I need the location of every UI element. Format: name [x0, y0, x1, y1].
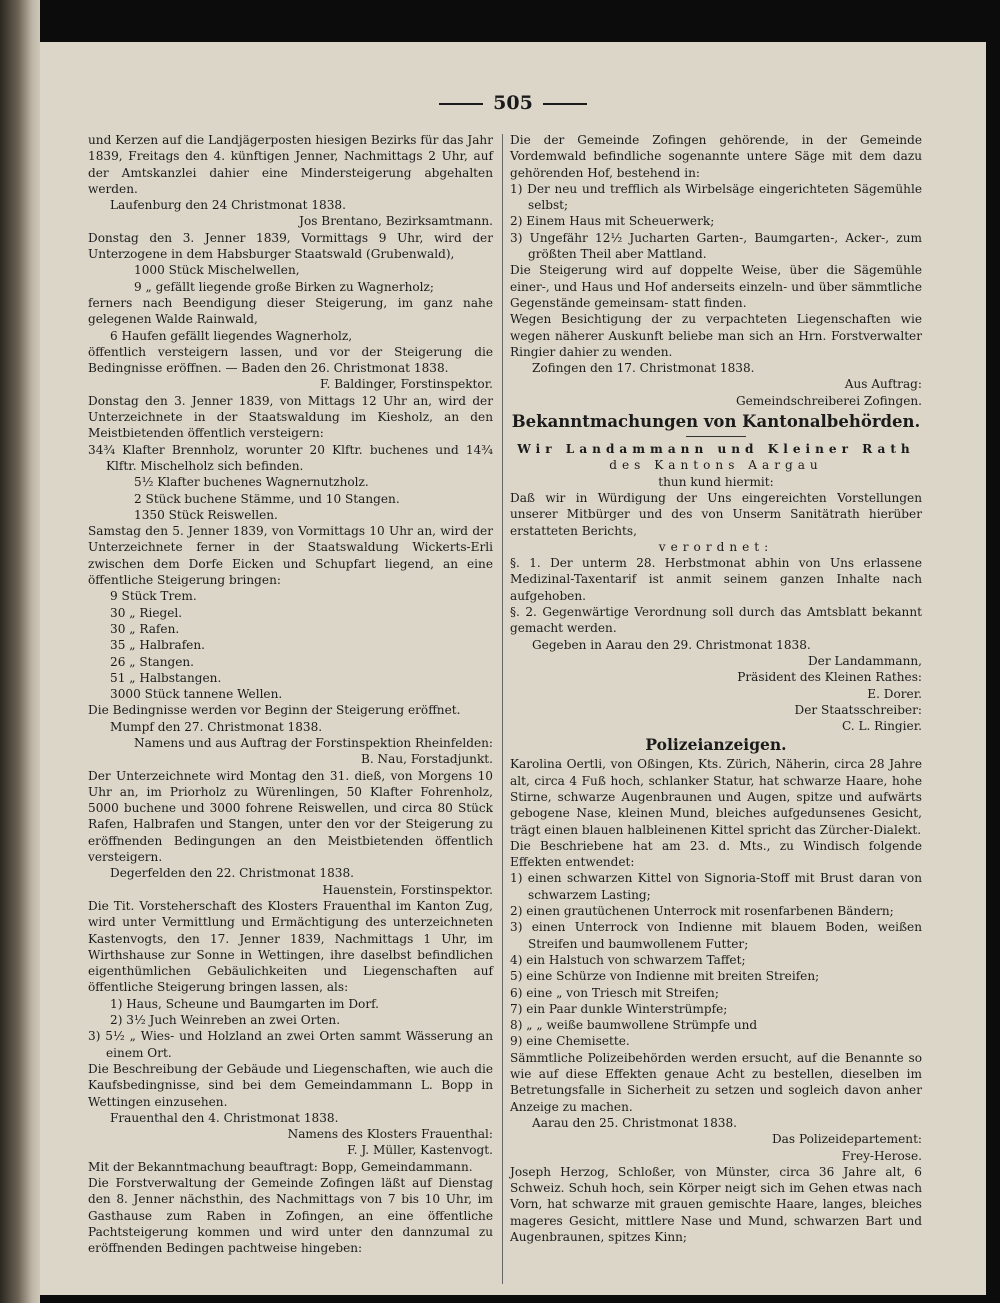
text-paragraph: Jos Brentano, Bezirksamtmann.: [299, 214, 493, 229]
text-paragraph: F. J. Müller, Kastenvogt.: [347, 1143, 493, 1158]
text-paragraph: thun kund hiermit:: [658, 474, 774, 489]
column-divider: [502, 134, 503, 1284]
text-paragraph: 9 „ gefällt liegende große Birken zu Wagnerholz;: [134, 279, 434, 294]
text-paragraph: 9 Stück Trem.: [110, 589, 197, 604]
section-heading: 4) ein Halstuch von schwarzem Taffet;: [510, 952, 746, 967]
text-paragraph: Hauenstein, Forstinspektor.: [322, 882, 493, 897]
text-paragraph: ferners nach Beendigung dieser Steigerung, im ganz nahe gelegenen Walde Rainwald,: [88, 295, 493, 327]
text-paragraph: 35 „ Halbrafen.: [110, 638, 205, 653]
section-heading: 7) ein Paar dunkle Winterstrümpfe;: [510, 1001, 728, 1016]
section-heading: 2) einen grautüchenen Unterrock mit rosenfarbenen Bändern;: [510, 904, 894, 919]
text-paragraph: Samstag den 5. Jenner 1839, von Vormittags 10 Uhr an, wird der Unterzeichnete ferner in der Staatswaldung Wickerts-Erli zwischen dem Dorfe Eicken und Schupfart liegend, an eine öffentliche Steigerung bringen:: [88, 524, 493, 588]
text-paragraph: Aus Auftrag:: [844, 377, 922, 392]
text-paragraph: Die Forstverwaltung der Gemeinde Zofingen läßt auf Dienstag den 8. Jenner nächsthin, des Nachmittags von 7 bis 10 Uhr, im Gasthause zum Raben in Zofingen, an eine öffentliche Pachtsteigerung kommen und wird unter den dannzumal zu eröffnenden Bedingen pachtweise hingeben:: [88, 1176, 493, 1256]
text-paragraph: Frauenthal den 4. Christmonat 1838.: [110, 1110, 339, 1125]
section-heading: 6) eine „ von Triesch mit Streifen;: [510, 985, 719, 1000]
text-paragraph: 1) Haus, Scheune und Baumgarten im Dorf.: [110, 996, 380, 1011]
text-paragraph: 26 „ Stangen.: [110, 654, 195, 669]
text-paragraph: Die Tit. Vorsteherschaft des Klosters Frauenthal im Kanton Zug, wird unter Vermittlung und Ermächtigung des unterzeichneten Kastenvogts, den 17. Jenner 1839, Nachmittags 1 Uhr, im Wirthshause zur Sonne in Wettingen, ihre daselbst befindlichen eigenthümlichen Gebäulichkeiten und Liegenschaften auf öffentliche Steigerung bringen lassen, als:: [88, 898, 493, 995]
section-heading: 8) „ „ weiße baumwollene Strümpfe und: [510, 1018, 758, 1033]
text-paragraph: Aarau den 25. Christmonat 1838.: [532, 1115, 738, 1130]
text-paragraph: Die Bedingnisse werden vor Beginn der Steigerung eröffnet.: [88, 703, 461, 718]
text-paragraph: 1350 Stück Reiswellen.: [134, 507, 278, 522]
text-paragraph: 3) 5½ „ Wies- und Holzland an zwei Orten sammt Wässerung an einem Ort.: [88, 1029, 493, 1060]
text-paragraph: Gemeindschreiberei Zofingen.: [735, 393, 922, 408]
section-heading: 3) Ungefähr 12½ Jucharten Garten-, Baumgarten-, Acker-, zum größten Theil aber Mattland.: [510, 230, 922, 262]
text-paragraph: des Kantons Aargau: [609, 458, 823, 473]
text-paragraph: und Kerzen auf die Landjägerposten hiesigen Bezirks für das Jahr 1839, Freitags den 4. künftigen Jenner, Nachmittags 2 Uhr, auf der Amtskanzlei dahier eine Mindersteigerung abgehalten werden.: [88, 133, 493, 196]
text-paragraph: Mumpf den 27. Christmonat 1838.: [110, 719, 323, 734]
text-paragraph: Degerfelden den 22. Christmonat 1838.: [110, 866, 355, 881]
page-number: 505: [493, 92, 533, 114]
section-separator: [686, 436, 746, 437]
header-rule-left: [439, 103, 483, 105]
text-paragraph: Wegen Besichtigung der zu verpachteten Liegenschaften wie wegen näherer Auskunft beliebe man sich an Hrn. Forstverwalter Ringier dahier zu wenden.: [510, 312, 922, 359]
section-heading: 1) Der neu und trefflich als Wirbelsäge eingerichteten Sägemühle selbst;: [510, 181, 922, 213]
section-heading: 1) einen schwarzen Kittel von Signoria-Stoff mit Brust daran von schwarzem Lasting;: [510, 871, 922, 902]
text-paragraph: 6 Haufen gefällt liegendes Wagnerholz,: [110, 328, 353, 343]
text-paragraph: Mit der Bekanntmachung beauftragt: Bopp, Gemeindammann.: [88, 1159, 473, 1174]
section-heading: 9) eine Chemisette.: [510, 1034, 630, 1049]
text-paragraph: Daß wir in Würdigung der Uns eingereichten Vorstellungen unserer Mitbürger und des von Unserm Sanitätrath hierüber erstatteten Berichts,: [510, 490, 922, 538]
header-rule-right: [543, 103, 587, 105]
text-paragraph: Laufenburg den 24 Christmonat 1838.: [110, 198, 346, 213]
page-number-header: [40, 92, 986, 114]
text-paragraph: E. Dorer.: [867, 686, 922, 701]
text-paragraph: Zofingen den 17. Christmonat 1838.: [532, 361, 755, 376]
text-paragraph: 5½ Klafter buchenes Wagnernutzholz.: [134, 475, 369, 490]
text-paragraph: 34¾ Klafter Brennholz, worunter 20 Klftr. buchenes und 14¾ Klftr. Mischelholz sich befinden.: [88, 442, 493, 473]
text-paragraph: Joseph Herzog, Schloßer, von Münster, circa 36 Jahre alt, 6 Schweiz. Schuh hoch, sein Körper neigt sich im Gehen etwas nach Vorn, hat schwarze mit grauen gemischte Haare, langes, bleiches mageres Gesicht, mittlere Nase und Mund, schwarzen Bart und Augenbraunen, spitzes Kinn;: [510, 1164, 922, 1244]
text-paragraph: Sämmtliche Polizeibehörden werden ersucht, auf die Benannte so wie auf diese Effekten genaue Acht zu bestellen, dieselben im Betretungsfalle in Sicherheit zu setzen und sogleich davon anher Anzeige zu machen.: [510, 1050, 922, 1114]
text-paragraph: §. 1. Der unterm 28. Herbstmonat abhin von Uns erlassene Medizinal-Taxentarif ist anmit seinem ganzen Inhalte nach aufgehoben.: [510, 556, 922, 603]
text-paragraph: Der Landammann,: [807, 653, 922, 668]
text-paragraph: C. L. Ringier.: [841, 719, 922, 734]
right-column: [510, 132, 922, 1245]
text-paragraph: 51 „ Halbstangen.: [110, 670, 222, 685]
text-paragraph: Donstag den 3. Jenner 1839, von Mittags 12 Uhr an, wird der Unterzeichnete in der Staatswaldung im Kiesholz, an den Meistbietenden öffentlich versteigern:: [88, 393, 493, 441]
section-heading: Bekanntmachungen von Kantonalbehörden.: [511, 412, 921, 432]
text-paragraph: 3000 Stück tannene Wellen.: [110, 687, 283, 702]
text-paragraph: Die Beschriebene hat am 23. d. Mts., zu Windisch folgende Effekten entwendet:: [510, 838, 922, 870]
text-paragraph: F. Baldinger, Forstinspektor.: [320, 377, 493, 392]
left-column: [88, 132, 493, 1256]
text-paragraph: Gegeben in Aarau den 29. Christmonat 1838.: [532, 637, 811, 652]
text-paragraph: Der Staatsschreiber:: [794, 702, 922, 717]
text-paragraph: öffentlich versteigern lassen, und vor der Steigerung die Bedingnisse eröffnen. — Baden den 26. Christmonat 1838.: [88, 344, 493, 376]
text-paragraph: Das Polizeidepartement:: [771, 1132, 922, 1147]
section-heading: 3) einen Unterrock von Indienne mit blauem Boden, weißen Streifen und baumwollenem Futter;: [510, 920, 922, 951]
section-heading: 2) Einem Haus mit Scheuerwerk;: [510, 214, 715, 229]
text-paragraph: 2 Stück buchene Stämme, und 10 Stangen.: [134, 491, 400, 506]
text-paragraph: 30 „ Riegel.: [110, 605, 183, 620]
text-paragraph: Namens des Klosters Frauenthal:: [287, 1127, 493, 1142]
document-page: [40, 42, 986, 1295]
text-paragraph: Frey-Herose.: [841, 1148, 922, 1163]
section-heading: Polizeianzeigen.: [645, 735, 787, 755]
book-gutter: [0, 0, 40, 1303]
text-paragraph: Präsident des Kleinen Rathes:: [737, 670, 922, 685]
section-heading: Wir Landammann und Kleiner Rath: [517, 442, 915, 457]
text-paragraph: 1000 Stück Mischelwellen,: [134, 263, 300, 278]
text-paragraph: §. 2. Gegenwärtige Verordnung soll durch das Amtsblatt bekannt gemacht werden.: [510, 605, 922, 636]
text-paragraph: verordnet:: [658, 539, 774, 554]
text-paragraph: Donstag den 3. Jenner 1839, Vormittags 9 Uhr, wird der Unterzogene in dem Habsburger Staatswald (Grubenwald),: [88, 230, 493, 262]
text-paragraph: Karolina Oertli, von Oßingen, Kts. Zürich, Näherin, circa 28 Jahre alt, circa 4 Fuß hoch, schlanker Statur, hat schwarze Haare, hohe Stirne, schwarze Augenbraunen und Augen, spitze und aufwärts gebogene Nase, kleinen Mund, bleiches aufgedunsenes Gesicht, trägt einen blauen halbleinenen Kittel spricht das Zürcher-Dialekt.: [510, 757, 922, 837]
text-paragraph: 2) 3½ Juch Weinreben an zwei Orten.: [110, 1013, 341, 1028]
text-paragraph: Namens und aus Auftrag der Forstinspektion Rheinfelden:: [134, 735, 493, 750]
text-paragraph: Der Unterzeichnete wird Montag den 31. dieß, von Morgens 10 Uhr an, im Priorholz zu Würenlingen, 50 Klafter Fohrenholz, 5000 buchene und 3000 fohrene Reiswellen, und circa 80 Stück Rafen, Halbrafen und Stangen, unter den vor der Steigerung zu eröffnenden Bedingungen an den Meistbietenden öffentlich versteigern.: [88, 768, 493, 865]
text-paragraph: Die Steigerung wird auf doppelte Weise, über die Sägemühle einer-, und Haus und Hof anderseits einzeln- und über sämmtliche Gegenstände gemeinsam- statt finden.: [510, 263, 922, 310]
text-paragraph: Die Beschreibung der Gebäude und Liegenschaften, wie auch die Kaufsbedingnisse, sind bei dem Gemeindammann L. Bopp in Wettingen einzusehen.: [88, 1061, 493, 1109]
text-paragraph: B. Nau, Forstadjunkt.: [360, 752, 493, 767]
text-paragraph: 30 „ Rafen.: [110, 621, 180, 636]
text-paragraph: Die der Gemeinde Zofingen gehörende, in der Gemeinde Vordemwald befindliche sogenannte untere Säge mit dem dazu gehörenden Hof, bestehend in:: [510, 133, 922, 180]
section-heading: 5) eine Schürze von Indienne mit breiten Streifen;: [510, 969, 820, 984]
